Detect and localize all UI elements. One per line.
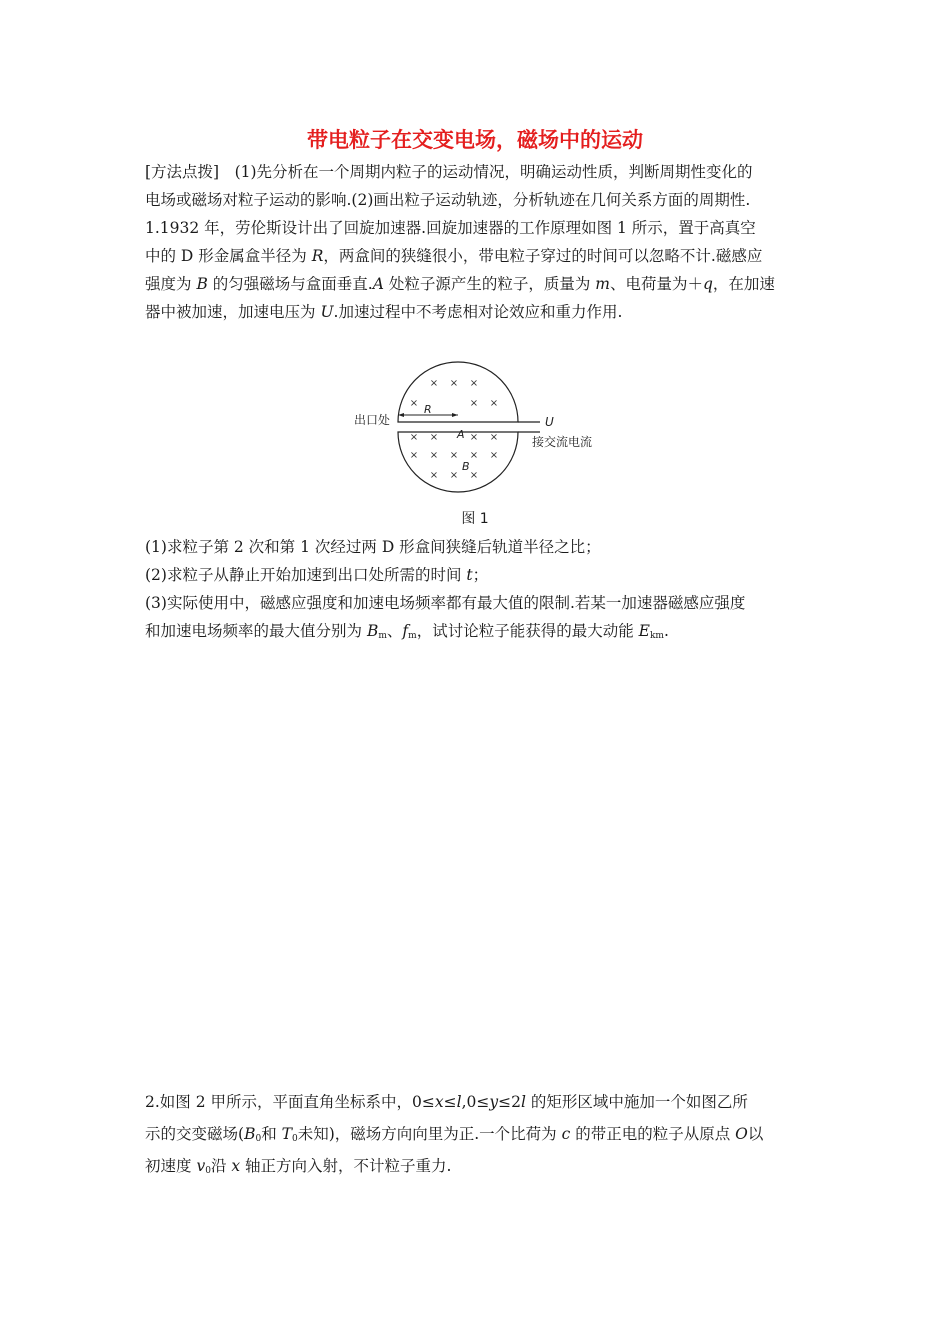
cyclotron-figure bbox=[340, 358, 610, 508]
source-label: A bbox=[457, 428, 465, 441]
field-mark: × bbox=[469, 398, 479, 409]
figure-caption: 图 1 bbox=[461, 511, 489, 527]
problem-2-text bbox=[145, 1088, 817, 1184]
field-mark: × bbox=[469, 378, 479, 389]
exit-label: 出口处 bbox=[354, 413, 391, 427]
field-mark: × bbox=[429, 450, 439, 461]
problem-1-text bbox=[145, 214, 817, 326]
field-mark: × bbox=[409, 450, 419, 461]
problem-1-questions bbox=[145, 533, 817, 645]
page-title: 带电粒子在交变电场，磁场中的运动 bbox=[307, 128, 643, 152]
field-mark: × bbox=[449, 470, 459, 481]
field-mark: × bbox=[489, 432, 499, 443]
field-mark: × bbox=[489, 398, 499, 409]
problem-line: 器中被加速，加速电压为 U.加速过程中不考虑相对论效应和重力作用. bbox=[145, 303, 623, 321]
method-tip-line: 电场或磁场对粒子运动的影响.(2)画出粒子运动轨迹，分析轨迹在几何关系方面的周期性. bbox=[145, 191, 751, 209]
field-mark: × bbox=[409, 398, 419, 409]
field-mark: × bbox=[429, 470, 439, 481]
question-3: (3)实际使用中，磁感应强度和加速电场频率都有最大值的限制.若某一加速器磁感应强度 bbox=[145, 594, 746, 612]
problem-line: 示的交变磁场($B_0$和 $T_0$未知)，磁场方向向里为正.一个比荷为 c 的带正电的粒子从原点 O以 bbox=[145, 1125, 764, 1144]
field-mark: × bbox=[449, 450, 459, 461]
upper-d-box bbox=[398, 362, 518, 422]
field-label: B bbox=[462, 460, 470, 473]
field-mark: × bbox=[469, 450, 479, 461]
problem-line: 强度为 B 的匀强磁场与盒面垂直.A 处粒子源产生的粒子，质量为 m、电荷量为＋q，在加速 bbox=[145, 275, 775, 293]
question-1: (1)求粒子第 2 次和第 1 次经过两 D 形盒间狭缝后轨道半径之比； bbox=[145, 538, 601, 556]
question-2: (2)求粒子从静止开始加速到出口处所需的时间 t； bbox=[145, 566, 489, 584]
ac-label: 接交流电流 bbox=[532, 435, 593, 449]
field-mark: × bbox=[469, 470, 479, 481]
field-mark: × bbox=[409, 432, 419, 443]
radius-label: R bbox=[424, 403, 432, 416]
problem-line: 1.1932 年，劳伦斯设计出了回旋加速器.回旋加速器的工作原理如图 1 所示，置于高真空 bbox=[145, 219, 756, 237]
problem-line: 2.如图 2 甲所示，平面直角坐标系中，0≤x≤l,0≤y≤2l 的矩形区域中施加一个如图乙所 bbox=[145, 1093, 748, 1111]
field-mark: × bbox=[449, 378, 459, 389]
method-tip-line: [方法点拨] (1)先分析在一个周期内粒子的运动情况，明确运动性质，判断周期性变化的 bbox=[145, 163, 753, 181]
field-mark: × bbox=[489, 450, 499, 461]
question-3-cont: 和加速电场频率的最大值分别为 $B_m$、$f_m$，试讨论粒子能获得的最大动能 $E_{km}$. bbox=[145, 622, 669, 641]
field-mark: × bbox=[469, 432, 479, 443]
problem-line: 中的 D 形金属盒半径为 R，两盒间的狭缝很小，带电粒子穿过的时间可以忽略不计.磁感应 bbox=[145, 247, 763, 265]
field-mark: × bbox=[429, 378, 439, 389]
voltage-label: U bbox=[545, 415, 554, 429]
field-mark: × bbox=[429, 432, 439, 443]
magnetic-field-marks bbox=[410, 378, 498, 481]
problem-line: 初速度 $v_0$沿 x 轴正方向入射，不计粒子重力. bbox=[145, 1157, 452, 1176]
method-tip bbox=[145, 158, 817, 214]
